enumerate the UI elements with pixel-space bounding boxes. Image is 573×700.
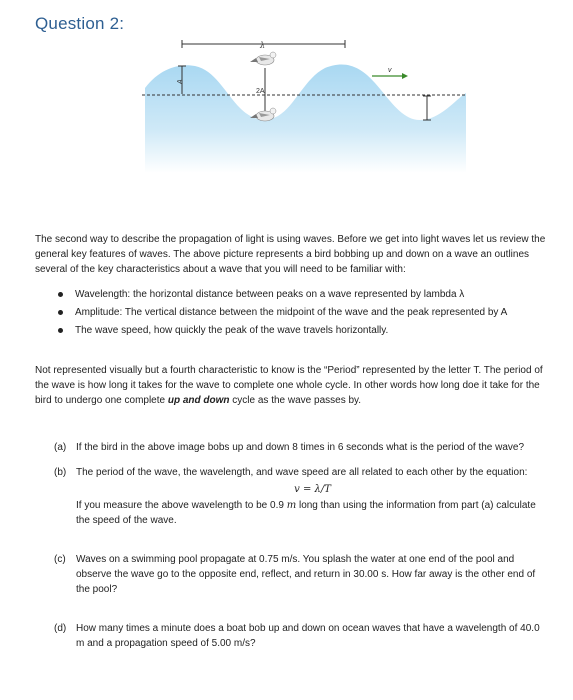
wave-diagram	[140, 38, 470, 173]
list-item: Amplitude: The vertical distance between the midpoint of the wave and the peak represented by A	[58, 305, 548, 320]
period-paragraph: Not represented visually but a fourth characteristic to know is the “Period” represented by the letter T. The period of the wave is how long it takes for the wave to complete one whole cycle. In other words how long doe it take for the bird to undergo one complete up and down cycle as the wave passes by.	[35, 365, 543, 406]
question-d: (d) How many times a minute does a boat bob up and down on ocean waves that have a wavelength of 40.0 m and a propagation speed of 5.00 m/s?	[54, 623, 540, 649]
speed-equation: v = λ/T	[294, 484, 331, 495]
intro-paragraph: The second way to describe the propagation of light is using waves. Before we get into light waves let us review the general key features of waves. The above picture represents a bird bobbing up and down on a wave an outlines several of the key characteristics about a wave that you will need to be familiar with:	[35, 234, 546, 275]
bullet-icon	[58, 310, 63, 315]
question-a: (a) If the bird in the above image bobs up and down 8 times in 6 seconds what is the period of the wave?	[54, 442, 525, 453]
list-item: The wave speed, how quickly the peak of the wave travels horizontally.	[58, 323, 548, 338]
wave-body	[145, 64, 466, 173]
question-b-part2: If you measure the above wavelength to be 0.9 m long than using the information from part (a) calculate the speed of the wave.	[76, 500, 536, 526]
amplitude-label: A	[177, 79, 184, 84]
wave-figure	[140, 38, 470, 173]
velocity-label: v	[388, 67, 392, 74]
two-a-label: 2A	[256, 88, 265, 95]
bird-top	[250, 52, 276, 65]
bullet-icon	[58, 292, 63, 297]
question-b: (b) The period of the wave, the wavelength, and wave speed are all related to each other by the equation: v = λ/T If you measure the above wavelength to be 0.9 m long than using the information from part (a) calculate the speed of the wave.	[54, 465, 549, 528]
characteristics-list	[58, 287, 548, 341]
list-item: Wavelength: the horizontal distance between peaks on a wave represented by lambda λ	[58, 287, 548, 302]
question-c: (c) Waves on a swimming pool propagate at 0.75 m/s. You splash the water at one end of the pool and observe the wave go to the opposite end, reflect, and return in 30.00 s. How far away is the other end of the pool?	[54, 554, 536, 595]
question-title: Question 2:	[35, 14, 125, 33]
bullet-icon	[58, 328, 63, 333]
lambda-label: λ	[260, 41, 266, 50]
questions-list	[54, 440, 549, 661]
